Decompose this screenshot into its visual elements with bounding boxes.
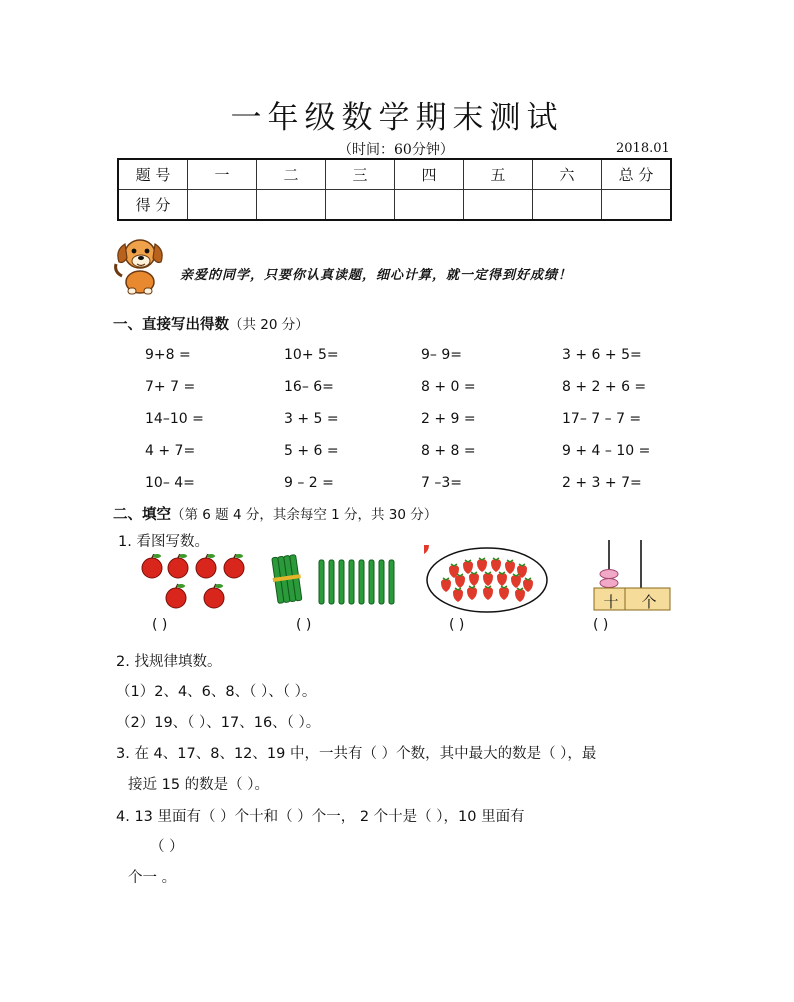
score-input-cell[interactable] — [464, 190, 533, 221]
arithmetic-problem: 10– 4= — [145, 475, 195, 491]
score-cell: 得 分 — [118, 190, 188, 221]
exam-date: 2018.01 — [616, 141, 670, 156]
dog-mascot-icon — [110, 232, 172, 296]
question-2-2: （2）19、（ ）、17、16、（ ）。 — [116, 715, 321, 731]
arithmetic-problem: 8 + 0 = — [421, 379, 476, 395]
arithmetic-problem: 4 + 7= — [145, 443, 196, 459]
section-1-note: （共 20 分） — [229, 317, 309, 333]
score-input-cell[interactable] — [188, 190, 257, 221]
score-cell: 总 分 — [602, 159, 672, 190]
arithmetic-problem: 10+ 5= — [284, 347, 339, 363]
question-4-continued: 个一 。 — [128, 870, 177, 886]
question-3-continued: 接近 15 的数是（ ）。 — [128, 777, 270, 793]
score-cell: 一 — [188, 159, 257, 190]
strawberries-icon — [424, 545, 550, 615]
score-input-cell[interactable] — [326, 190, 395, 221]
section-2-title: 二、填空 — [113, 507, 171, 523]
arithmetic-problem: 9– 9= — [421, 347, 462, 363]
arithmetic-problem: 8 + 8 = — [421, 443, 476, 459]
score-cell: 题 号 — [118, 159, 188, 190]
score-cell: 五 — [464, 159, 533, 190]
arithmetic-problem: 3 + 6 + 5= — [562, 347, 642, 363]
question-4-blank[interactable]: （ ） — [150, 839, 184, 855]
question-4: 4. 13 里面有（ ）个十和（ ）个一， 2 个十是（ ），10 里面有 — [116, 809, 525, 825]
section-2-heading — [113, 503, 437, 524]
section-1-title: 一、直接写出得数 — [113, 317, 229, 333]
question-2-1: （1）2、4、6、8、（ ）、（ ）。 — [116, 684, 317, 700]
score-table-score-row — [118, 190, 671, 221]
answer-blank[interactable]: ( ) — [296, 617, 312, 633]
arithmetic-problem: 2 + 3 + 7= — [562, 475, 642, 491]
score-table-header-row — [118, 159, 671, 190]
score-cell: 二 — [257, 159, 326, 190]
score-input-cell[interactable] — [257, 190, 326, 221]
time-limit: （时间：60分钟） — [338, 142, 454, 158]
arithmetic-problem: 9 + 4 – 10 = — [562, 443, 651, 459]
answer-blank[interactable]: ( ) — [152, 617, 168, 633]
arithmetic-problem: 5 + 6 = — [284, 443, 339, 459]
arithmetic-problem: 8 + 2 + 6 = — [562, 379, 647, 395]
arithmetic-problem: 16– 6= — [284, 379, 334, 395]
apples-icon — [140, 554, 255, 610]
score-cell: 四 — [395, 159, 464, 190]
arithmetic-problem: 9+8 = — [145, 347, 191, 363]
encouragement-text: 亲爱的同学，只要你认真读题，细心计算，就一定得到好成绩！ — [180, 268, 573, 283]
score-input-cell[interactable] — [533, 190, 602, 221]
score-cell: 三 — [326, 159, 395, 190]
score-table — [117, 158, 672, 221]
question-1: 1. 看图写数。 — [118, 534, 209, 550]
score-input-cell[interactable] — [395, 190, 464, 221]
arithmetic-problem: 17– 7 – 7 = — [562, 411, 642, 427]
arithmetic-problem: 2 + 9 = — [421, 411, 476, 427]
counting-sticks-icon — [271, 554, 401, 606]
section-2-note: （第 6 题 4 分，其余每空 1 分，共 30 分） — [171, 507, 438, 523]
arithmetic-problem: 3 + 5 = — [284, 411, 339, 427]
page-title: 一年级数学期末测试 — [230, 100, 564, 136]
section-1-heading — [113, 313, 309, 334]
score-cell: 六 — [533, 159, 602, 190]
question-3: 3. 在 4、17、8、12、19 中，一共有（ ）个数，其中最大的数是（ ），最 — [116, 746, 597, 762]
abacus-tens-label: 十 — [603, 593, 619, 611]
arithmetic-problem: 7 –3= — [421, 475, 462, 491]
arithmetic-problem: 7+ 7 = — [145, 379, 196, 395]
arithmetic-problem: 9 – 2 = — [284, 475, 334, 491]
question-2: 2. 找规律填数。 — [116, 654, 222, 670]
abacus-ones-label: 个 — [641, 593, 657, 611]
arithmetic-problem: 14–10 = — [145, 411, 204, 427]
answer-blank[interactable]: ( ) — [449, 617, 465, 633]
score-input-cell[interactable] — [602, 190, 672, 221]
answer-blank[interactable]: ( ) — [593, 617, 609, 633]
